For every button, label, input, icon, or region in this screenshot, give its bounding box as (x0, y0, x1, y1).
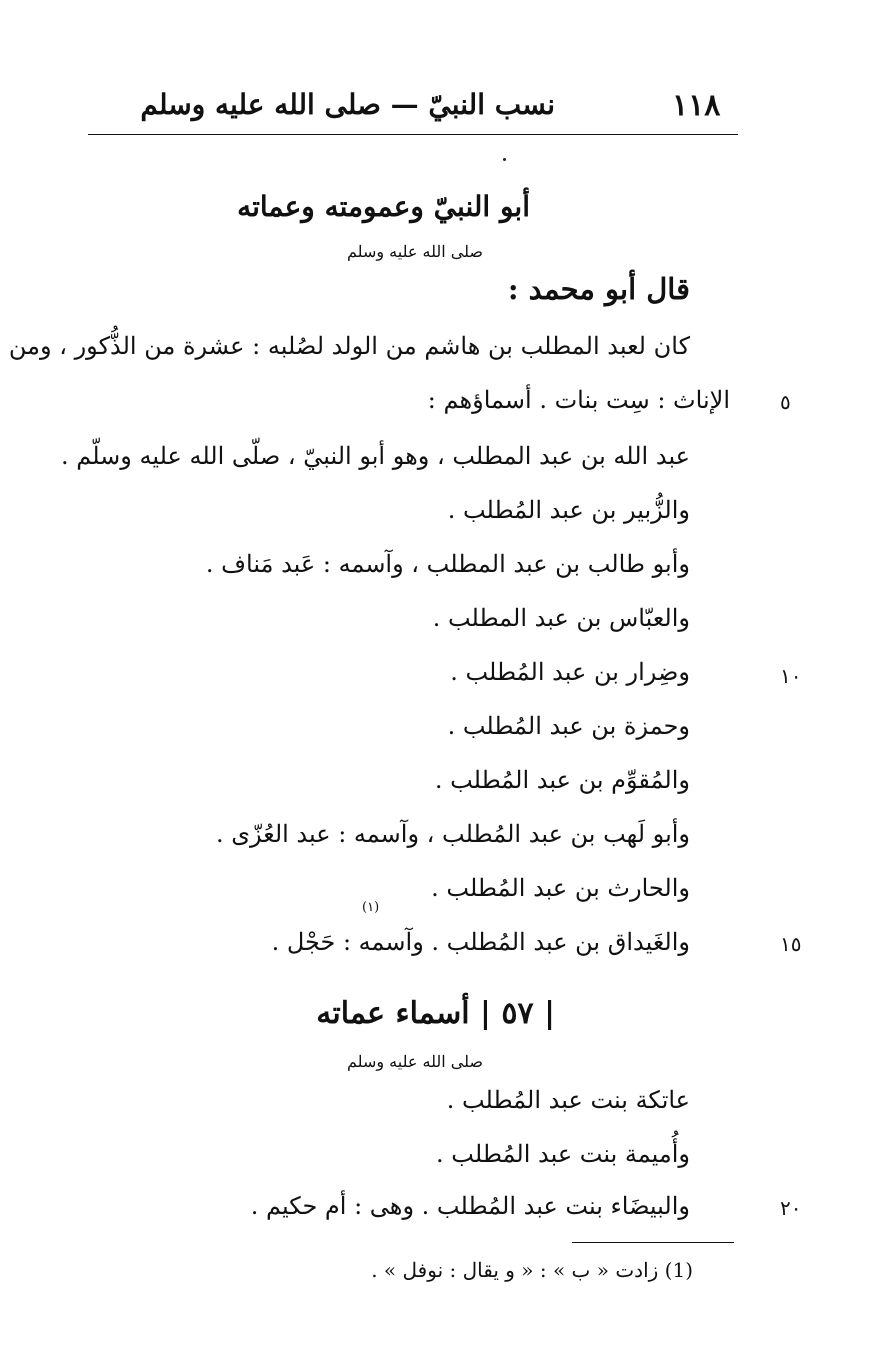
list-item: وأبو طالب بن عبد المطلب ، وآسمه : عَبد مَناف . (205, 550, 690, 578)
list-item: والحارث بن عبد المُطلب . (431, 874, 690, 902)
list-item: وأبو لَهب بن عبد المُطلب ، وآسمه : عبد العُزّى . (215, 820, 690, 848)
section-title: | ٥٧ | أسماء عماته (316, 996, 555, 1031)
list-item: وضِرار بن عبد المُطلب . (450, 658, 690, 686)
footnote-reference: (١) (362, 900, 380, 915)
footnote: (1) زادت « ب » : « و يقال : نوفل » . (371, 1258, 693, 1282)
list-item: والبيضَاء بنت عبد المُطلب . وهى : أم حكيم . (250, 1192, 690, 1220)
footnote-divider (572, 1242, 734, 1243)
section-title: أبو النبيّ وعمومته وعماته (237, 190, 530, 223)
list-item: عبد الله بن عبد المطلب ، وهو أبو النبيّ ، صلّى الله عليه وسلّم . (60, 442, 690, 470)
running-head: نسب النبيّ — صلى الله عليه وسلم (140, 88, 555, 121)
list-item: والزُّبير بن عبد المُطلب . (447, 496, 690, 524)
section-subtitle: صلى الله عليه وسلم (347, 242, 483, 261)
header-divider (88, 134, 738, 135)
list-item: والمُقوِّم بن عبد المُطلب . (434, 766, 690, 794)
intro-paragraph-line-1: كان لعبد المطلب بن هاشم من الولد لصُلبه : عشرة من الذُّكور ، ومن (8, 332, 690, 360)
list-item: والعبّاس بن عبد المطلب . (432, 604, 690, 632)
section-subtitle: صلى الله عليه وسلم (347, 1052, 483, 1071)
print-speck (503, 158, 506, 161)
line-number: ٥ (780, 390, 791, 414)
list-item: عاتكة بنت عبد المُطلب . (446, 1086, 690, 1114)
list-item: والغَيداق بن عبد المُطلب . وآسمه : حَجْل . (271, 928, 690, 956)
intro-paragraph-line-2: الإناث : سِت بنات . أسماؤهم : (427, 386, 730, 414)
line-number: ٢٠ (780, 1196, 802, 1220)
list-item: وحمزة بن عبد المُطلب . (447, 712, 690, 740)
list-item: وأُميمة بنت عبد المُطلب . (436, 1140, 690, 1168)
page-number: ١١٨ (672, 88, 721, 123)
line-number: ١٥ (780, 932, 802, 956)
speaker-line: قال أبو محمد : (507, 272, 690, 306)
line-number: ١٠ (780, 664, 802, 688)
